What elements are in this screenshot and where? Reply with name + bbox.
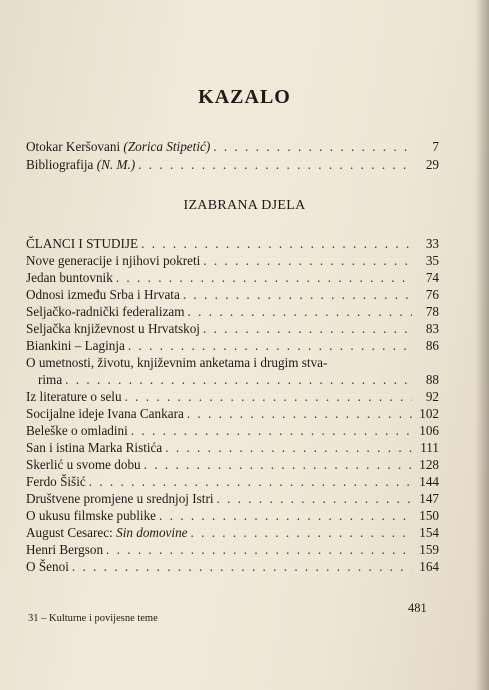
- leader-dots: [203, 253, 412, 269]
- leader-dots: [116, 270, 412, 286]
- leader-dots: [203, 321, 412, 337]
- leader-dots: [65, 372, 412, 388]
- toc-page-number: 74: [425, 270, 439, 285]
- toc-entry: Jedan buntovnik . . . 74: [26, 270, 439, 287]
- toc-page-number: 164: [419, 559, 439, 574]
- leader-dots: [165, 440, 412, 456]
- signature-footer: 31 – Kulturne i povijesne teme: [28, 613, 158, 624]
- page-number: 481: [408, 601, 427, 615]
- toc-entry-front: [26, 157, 439, 174]
- toc-entry: Nove generacije i njihovi pokreti . . . 35: [26, 253, 439, 270]
- toc-page-number: 106: [419, 423, 439, 438]
- toc-entry-label: Otokar Keršovani (Zorica Stipetić): [26, 139, 211, 154]
- toc-page-number: 35: [425, 253, 439, 268]
- leader-dots: [141, 236, 412, 252]
- toc-page-number: 150: [419, 508, 439, 523]
- toc-page-number: 154: [419, 525, 439, 540]
- toc-page-number: 159: [419, 542, 439, 557]
- toc-page-number: 144: [419, 474, 439, 489]
- leader-dots: [125, 389, 412, 405]
- toc-entry-front: [26, 139, 439, 156]
- leader-dots: [144, 457, 412, 473]
- toc-page-number: 76: [425, 287, 439, 302]
- leader-dots: [106, 542, 412, 558]
- toc-page-number: 102: [419, 406, 439, 421]
- leader-dots: [191, 525, 412, 541]
- toc-entry: O umetnosti, životu, književnim anketama i drugim stva-: [26, 355, 328, 370]
- toc-entry: Henri Bergson . . . 159: [26, 542, 439, 559]
- toc-entry: Biankini – Laginja . . . 86: [26, 338, 439, 355]
- leader-dots: [128, 338, 412, 354]
- toc-page-number: 83: [425, 321, 439, 336]
- toc-entry-continuation: rima . . . 88: [26, 372, 439, 389]
- page-title: KAZALO: [198, 86, 291, 108]
- toc-page-number: 111: [420, 440, 439, 455]
- toc-page-number: 78: [425, 304, 439, 319]
- leader-dots: [138, 157, 412, 173]
- toc-page-number: 86: [425, 338, 439, 353]
- leader-dots: [131, 423, 412, 439]
- toc-entry: San i istina Marka Ristića . . . 111: [26, 440, 439, 457]
- toc-entry: ČLANCI I STUDIJE . . . 33: [26, 236, 439, 253]
- leader-dots: [188, 304, 412, 320]
- section-title: IZABRANA DJELA: [183, 198, 306, 213]
- leader-dots: [213, 139, 412, 155]
- toc-entry: Ferdo Šišić . . . 144: [26, 474, 439, 491]
- toc-page-number: 29: [425, 157, 439, 172]
- toc-page-number: 147: [419, 491, 439, 506]
- leader-dots: [159, 508, 412, 524]
- toc-entry: August Cesarec: Sin domovine . . . 154: [26, 525, 439, 542]
- toc-entry: Iz literature o selu . . . 92: [26, 389, 439, 406]
- toc-entry: Socijalne ideje Ivana Cankara . . . 102: [26, 406, 439, 423]
- toc-entry: O Šenoi . . . 164: [26, 559, 439, 576]
- toc-entry: Odnosi između Srba i Hrvata . . . 76: [26, 287, 439, 304]
- toc-entry: Seljačka književnost u Hrvatskoj . . . 83: [26, 321, 439, 338]
- toc-entry: Društvene promjene u srednjoj Istri . . . 147: [26, 491, 439, 508]
- leader-dots: [89, 474, 412, 490]
- toc-entry: Beleške o omladini . . . 106: [26, 423, 439, 440]
- toc-entry: O ukusu filmske publike . . . 150: [26, 508, 439, 525]
- toc-page-number: 7: [432, 139, 439, 154]
- toc-entry-label: Bibliografija (N. M.): [26, 157, 136, 172]
- toc-entry: Seljačko-radnički federalizam . . . 78: [26, 304, 439, 321]
- toc-entry: Skerlić u svome dobu . . . 128: [26, 457, 439, 474]
- leader-dots: [217, 491, 412, 507]
- leader-dots: [187, 406, 412, 422]
- leader-dots: [72, 559, 412, 575]
- toc-page-number: 88: [425, 372, 439, 387]
- toc-page-number: 33: [425, 236, 439, 251]
- toc-page-number: 92: [425, 389, 439, 404]
- toc-page-number: 128: [419, 457, 439, 472]
- leader-dots: [183, 287, 412, 303]
